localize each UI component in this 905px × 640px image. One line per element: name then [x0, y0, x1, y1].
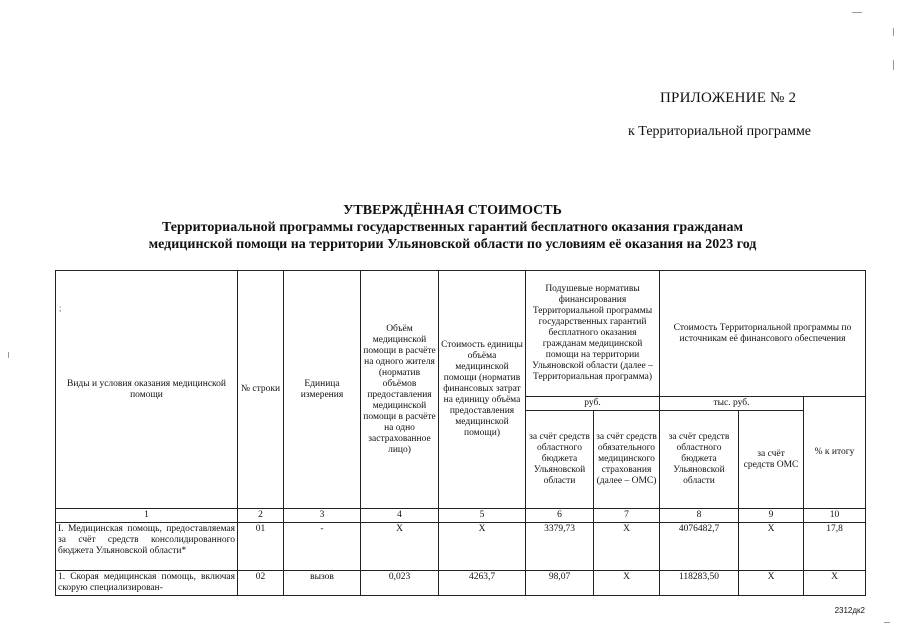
scan-artifact [884, 622, 890, 623]
table-row [56, 571, 866, 596]
appendix-title: ПРИЛОЖЕНИЕ № 2 [660, 90, 797, 106]
title-line-2: Территориальной программы государственных гарантий бесплатного оказания гражданам [162, 220, 743, 235]
scan-artifact [893, 60, 894, 70]
scan-artifact [893, 28, 894, 36]
header-cost-budget: за счёт средств областного бюджета Ульяновской области [660, 411, 739, 509]
row-unit-cost: X [439, 523, 526, 571]
row-cost-budget: 4076482,7 [660, 523, 739, 571]
appendix-subtitle: к Территориальной программе [628, 124, 812, 139]
row-cost-oms: X [739, 523, 804, 571]
header-row-number: № строки [238, 271, 284, 509]
header-cost-total: Стоимость Территориальной программы по источникам её финансового обеспечения [660, 271, 866, 397]
table-row [56, 523, 866, 571]
header-rub: руб. [526, 397, 660, 411]
row-number: 01 [238, 523, 284, 571]
header-per-capita-budget: за счёт средств областного бюджета Ульяновской области [526, 411, 594, 509]
row-number: 02 [238, 571, 284, 596]
row-unit-cost: 4263,7 [439, 571, 526, 596]
margin-mark: ; [59, 304, 62, 313]
document-code: 2312дк2 [834, 606, 865, 615]
column-number: 3 [284, 509, 361, 523]
row-name: I. Медицинская помощь, предоставляемая за счёт средств консолидированного бюджета Ульяновской области* [56, 523, 238, 571]
row-per-capita-budget: 98,07 [526, 571, 594, 596]
header-types: ; Виды и условия оказания медицинской помощи [56, 271, 238, 509]
header-percent: % к итогу [804, 397, 866, 509]
column-number: 6 [526, 509, 594, 523]
column-number: 5 [439, 509, 526, 523]
row-unit: - [284, 523, 361, 571]
scan-artifact [8, 352, 9, 358]
row-volume: 0,023 [361, 571, 439, 596]
column-number: 7 [594, 509, 660, 523]
row-cost-oms: X [739, 571, 804, 596]
column-number: 8 [660, 509, 739, 523]
row-per-capita-oms: X [594, 571, 660, 596]
row-percent: X [804, 571, 866, 596]
cost-table [55, 270, 866, 596]
row-percent: 17,8 [804, 523, 866, 571]
row-unit: вызов [284, 571, 361, 596]
row-per-capita-oms: X [594, 523, 660, 571]
header-per-capita: Подушевые нормативы финансирования Территориальной программы государственных гарантий бесплатного оказания гражданам медицинской помощи на территории Ульяновской области (далее – Территориальная программа) [526, 271, 660, 397]
column-number: 1 [56, 509, 238, 523]
header-volume: Объём медицинской помощи в расчёте на одного жителя (норматив объёмов предоставления медицинской помощи в расчёте на одно застрахованное лицо) [361, 271, 439, 509]
row-per-capita-budget: 3379,73 [526, 523, 594, 571]
header-thous-rub: тыс. руб. [660, 397, 804, 411]
column-number: 4 [361, 509, 439, 523]
column-number: 9 [739, 509, 804, 523]
document-title [0, 202, 905, 253]
title-line-1: УТВЕРЖДЁННАЯ СТОИМОСТЬ [343, 203, 562, 218]
title-line-3: медицинской помощи на территории Ульяновской области по условиям её оказания на 2023 год [148, 237, 757, 252]
row-cost-budget: 118283,50 [660, 571, 739, 596]
header-unit-cost: Стоимость единицы объёма медицинской помощи (норматив финансовых затрат на единицу объёма предоставления медицинской помощи) [439, 271, 526, 509]
scan-artifact [852, 12, 862, 13]
header-cost-oms: за счёт средств ОМС [739, 411, 804, 509]
column-number: 10 [804, 509, 866, 523]
column-number-row [56, 509, 866, 523]
row-name: 1. Скорая медицинская помощь, включая скорую специализирован- [56, 571, 238, 596]
column-number: 2 [238, 509, 284, 523]
row-volume: X [361, 523, 439, 571]
header-per-capita-oms: за счёт средств обязательного медицинского страхования (далее – ОМС) [594, 411, 660, 509]
header-unit: Единица измерения [284, 271, 361, 509]
